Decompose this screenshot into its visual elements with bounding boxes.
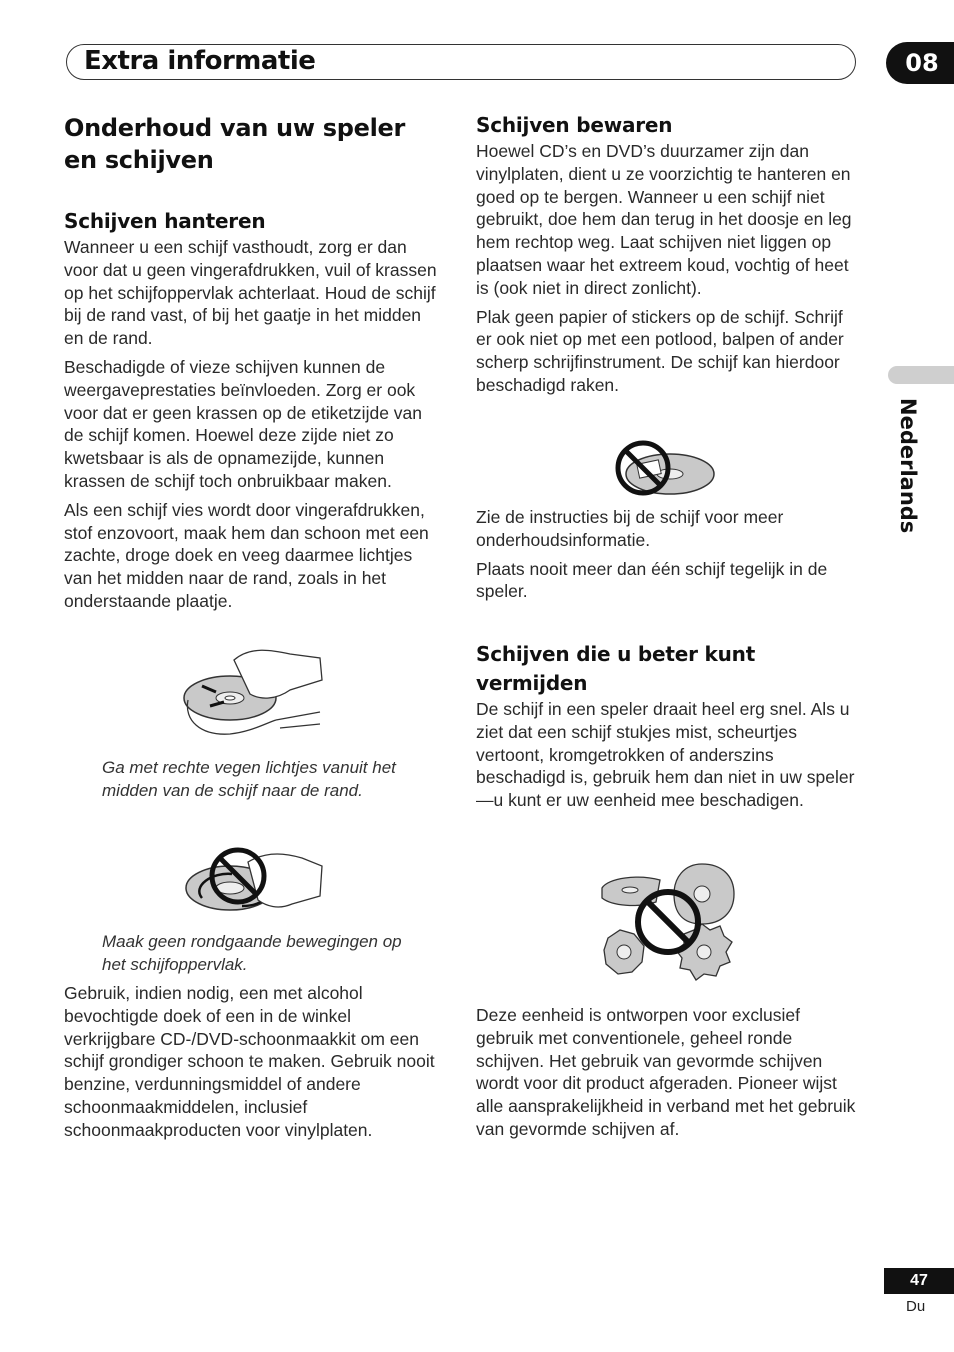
storing-paragraph-2: Plak geen papier of stickers op de schijf. Schrijf er ook niet op met een potlood, balpen of ander scherp schrijfinstrument. De schijf kan hierdoor beschadigd raken.: [476, 306, 844, 395]
handling-heading: Schijven hanteren: [64, 209, 266, 233]
language-tab-marker: [888, 366, 954, 384]
storing-extra: [476, 506, 858, 609]
caption-wipe-straight-wrap: [102, 756, 402, 802]
caption-wipe-straight: Ga met rechte vegen lichtjes vanuit het midden van de schijf naar de rand.: [102, 758, 396, 800]
storing-paragraph-3: Zie de instructies bij de schijf voor meer onderhoudsinformatie.: [476, 507, 784, 550]
cleaning-section: [64, 982, 442, 1148]
wipe-straight-illustration: [180, 640, 330, 744]
page-language-code: Du: [906, 1298, 926, 1315]
avoid-heading: Schijven die u beter kunt vermijden: [476, 642, 756, 695]
page-number: 47: [884, 1268, 954, 1294]
avoid-paragraph-1: De schijf in een speler draait heel erg snel. Als u ziet dat een schijf stukjes mist, scheurtjes vertoont, kromgetrokken of anderszins beschadigd is, gebruik hem dan niet in uw speler—u kunt er uw eenheid mee beschadigen.: [476, 699, 855, 811]
handling-paragraph-1: Wanneer u een schijf vasthoudt, zorg er dan voor dat u geen vingerafdrukken, vuil of krassen op het schijfoppervlak achterlaat. Houd de schijf bij de rand vast, of bij het gaatje in het midden en de rand.: [64, 237, 437, 349]
section-title: Extra informatie: [84, 46, 316, 76]
damaged-discs-illustration: [598, 860, 736, 988]
caption-no-circular-wrap: [102, 930, 412, 976]
page-title: Onderhoud van uw speler en schijven: [64, 114, 406, 174]
handling-paragraph-2: Beschadigde of vieze schijven kunnen de weergaveprestaties beïnvloeden. Zorg er ook voor dat er geen krassen op de etiketzijde van de schijf komen. Hoewel deze zijde niet zo kwetsbaar is als de opnamezijde, kunnen krassen de schijf toch onbruikbaar maken.: [64, 356, 422, 491]
storing-paragraph-1: Hoewel CD’s en DVD’s duurzamer zijn dan vinylplaten, dient u ze voorzichtig te hanteren en goed op te bergen. Wanneer u een schijf niet gebruikt, doe hem dan terug in het doosje en leg hem rechtop weg. Laat schijven niet liggen op plaatsen waar het extreem koud, vochtig of heet is (ook niet in direct zonlicht).: [476, 141, 852, 298]
storing-heading: Schijven bewaren: [476, 113, 673, 137]
no-circular-wipe-illustration: [182, 846, 327, 920]
storing-section: [476, 111, 858, 403]
language-tab-label: Nederlands: [896, 398, 920, 534]
caption-no-circular: Maak geen rondgaande bewegingen op het schijfoppervlak.: [102, 932, 402, 974]
cleaning-paragraph: Gebruik, indien nodig, een met alcohol bevochtigde doek of een in de winkel verkrijgbare CD-/DVD-schoonmaakkit om een schijf grondiger schoon te maken. Gebruik nooit benzine, verdunningsmiddel of andere schoonmaakmiddelen, inclusief schoonmaakproducten voor vinylplaten.: [64, 983, 435, 1140]
handling-section: [64, 207, 442, 619]
storing-paragraph-4: Plaats nooit meer dan één schijf tegelijk in de speler.: [476, 558, 828, 602]
left-column: [64, 112, 442, 176]
shaped-discs-paragraph: Deze eenheid is ontworpen voor exclusief gebruik met conventionele, geheel ronde schijven. Het gebruik van gevormde schijven wordt voor dit product afgeraden. Pioneer wijst alle aansprakelijkheid in verband met het gebruik van gevormde schijven af.: [476, 1005, 856, 1139]
no-sticker-illustration: [612, 438, 718, 500]
avoid-section: [476, 640, 858, 818]
handling-paragraph-3: Als een schijf vies wordt door vingerafdrukken, stof enzovoort, maak hem dan schoon met een zachte, droge doek en veeg daarmee lichtjes van het midden naar de rand, zoals in het onderstaande plaatje.: [64, 499, 429, 611]
chapter-badge: 08: [886, 42, 954, 84]
shaped-discs-section: [476, 1004, 858, 1147]
